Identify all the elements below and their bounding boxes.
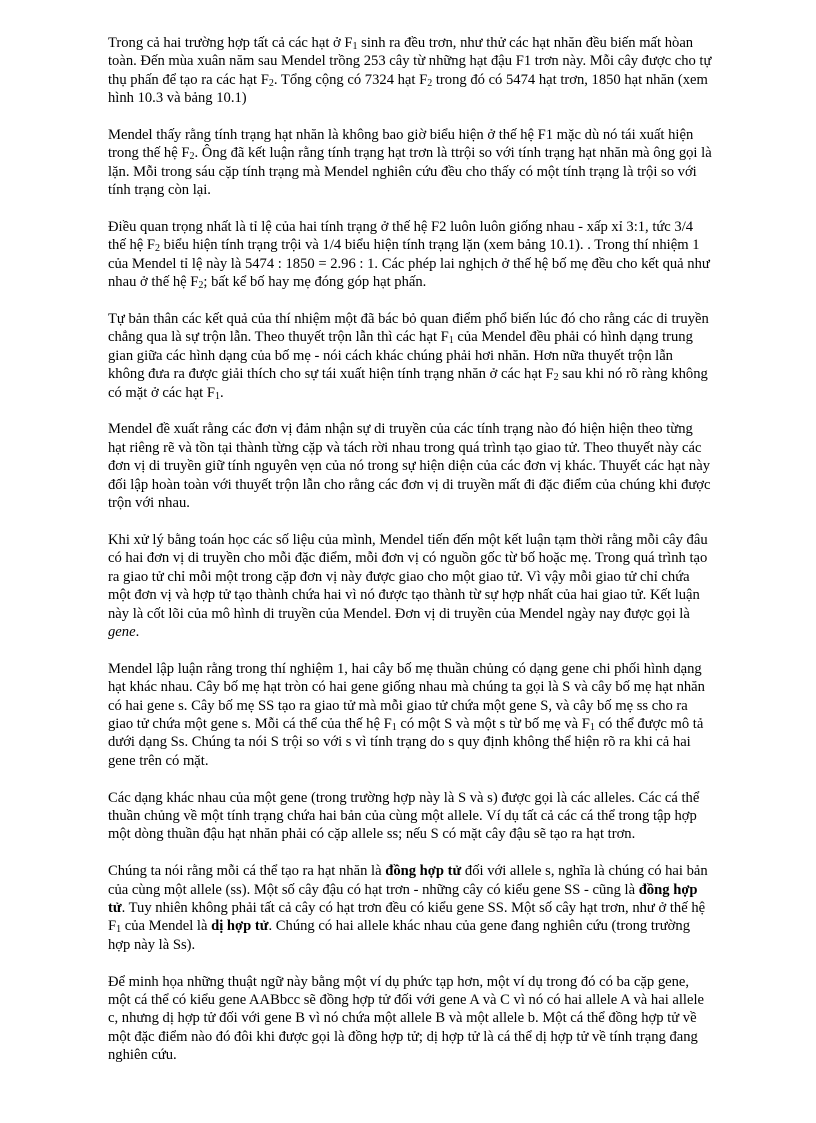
text-run: Mendel thấy rằng tính trạng hạt nhăn là không bao giờ biểu hiện ở thế hệ F1 mặc dù nó tái xuất hiện trong thế hệ F [108,127,694,162]
text-run: của Mendel là [121,918,212,935]
text-run: Các dạng khác nhau của một gene (trong trường hợp này là S và s) được gọi là các alleles. Các cá thể thuần chủng về một tính trạng chứa hai bản của cùng một allele. Ví dụ tất cả các cá thể trong tập hợp một dòng thuần đậu hạt nhăn phải có cặp allele ss; nếu S có mặt cây đậu sẽ tạo ra hạt trơn. [108,789,700,843]
paragraph-p8 [108,789,713,844]
text-run: Chúng ta nói rằng mỗi cá thể tạo ra hạt nhăn là [108,863,386,880]
paragraph-p4 [108,310,713,402]
text-run: . [135,623,140,640]
bold-term: đồng hợp tử [385,863,462,880]
text-run: biểu hiện tính trạng trội và 1/4 biểu hiện tính trạng lặn (xem bảng 10.1). . Trong thí nhiệm 1 của Mendel tỉ lệ này là 5474 : 1850 = 2.96 : 1. Các phép lai nghịch ở thế hệ bố mẹ đều cho kết quả như nhau ở thế hệ F [108,237,710,291]
text-run: Mendel lập luận rằng trong thí nghiệm 1, hai cây bố mẹ thuần chủng có dạng gene chi phối hình dạng hạt khác nhau. Cây bố mẹ hạt tròn có hai gene giống nhau mà chúng ta gọi là S và cây bố mẹ hạt nhăn có hai gene s. Cây bố mẹ SS tạo ra giao tử mà mỗi giao tử chứa một gene S, và cây bố mẹ ss cho ra giao tử chứa một gene s. Mỗi cá thể của thế hệ F [108,660,705,732]
text-run: Điều quan trọng nhất là tỉ lệ của hai tính trạng ở thế hệ F2 luôn luôn giống nhau - xấp xỉ 3:1, tức 3/4 thế hệ F [108,219,694,254]
paragraph-p1 [108,34,713,108]
subscript: 1 [116,924,122,936]
text-run: . Tuy nhiên không phải tất cả cây có hạt trơn đều có kiểu gene SS. Một số cây hạt trơn, như ở thế hệ F [108,899,706,935]
subscript: 2 [155,243,161,255]
text-run: Trong cả hai trường hợp tất cả các hạt ở F [108,35,353,51]
text-run: . Chúng có hai allele khác nhau của gene đang nghiên cứu (trong trường hợp này là Ss). [108,918,690,953]
subscript: 2 [553,372,559,384]
paragraph-p5 [108,420,713,512]
document-page [108,34,713,1083]
subscript: 2 [427,77,433,89]
text-run: Để minh họa những thuật ngữ này bằng một ví dụ phức tạp hơn, một ví dụ trong đó có ba cặp gene, một cá thể có kiểu gene AABbcc sẽ đồng hợp tử đối với gene A và C vì nó có hai allele A và hai allele c, nhưng dị hợp tử đối với gene B vì nó chứa một allele B và một allele b. Một cá thể đồng hợp tử về một đặc điểm nào đó đôi khi được gọi là đồng hợp tử; dị hợp tử là cá thể dị hợp tử về tính trạng đang nghiên cứu. [108,973,704,1064]
text-run: của Mendel đều phải có hình dạng trung gian giữa các hình dạng của bố mẹ - nói cách khác chúng phải hơi nhăn. Hơn nữa thuyết trộn lẫn không đưa ra được giải thích cho sự tái xuất hiện tính trạng nhăn ở các hạt F [108,329,693,383]
text-run: sinh ra đều trơn, như thử các hạt nhăn đều biến mất hòan toàn. Đến mùa xuân năm sau Mendel trồng 253 cây từ những hạt đậu F1 trơn này. Mỗi cây được cho tự thụ phấn để tạo ra các hạt F [108,35,712,88]
subscript: 2 [268,77,274,89]
paragraph-p6 [108,531,713,641]
paragraph-p2 [108,126,713,200]
text-run: Tự bản thân các kết quả của thí nhiệm một đã bác bỏ quan điểm phổ biến lúc đó cho rằng các di truyền chẳng qua là sự trộn lẫn. Theo thuyết trộn lẫn thì các hạt F [108,311,709,346]
text-run: . Ông đã kết luận rằng tính trạng hạt trơn là ttrội so với tính trạng hạt nhăn mà ông gọi là lặn. Mỗi trong sáu cặp tính trạng mà Mendel nghiên cứu đều cho thấy có một tính trạng là trội so với tính trạng còn lại. [108,145,712,199]
text-run: đối với allele s, nghĩa là chúng có hai bản của cùng một allele (ss). Một số cây đậu có hạt trơn - những cây có kiểu gene SS - cũng là [108,863,708,898]
subscript: 1 [352,41,358,52]
subscript: 1 [215,390,220,402]
text-run: ; bất kể bố hay mẹ đóng góp hạt phấn. [203,274,427,291]
paragraph-p3 [108,218,713,292]
text-run: sau khi nó rõ ràng không có mặt ở các hạt F [108,366,708,401]
paragraph-p7 [108,660,713,770]
subscript: 1 [589,721,595,733]
bold-term: dị hợp tử [211,918,269,935]
paragraph-p10 [108,973,713,1065]
paragraph-p9 [108,862,713,954]
text-run: . Tổng cộng có 7324 hạt F [273,71,428,88]
subscript: 1 [391,721,397,733]
subscript: 1 [448,335,454,347]
subscript: 2 [198,280,204,292]
italic-term: gene [108,623,136,640]
text-run: có thể được mô tả dưới dạng Ss. Chúng ta nói S trội so với s vì tính trạng do s quy định không thể hiện rõ ra khi cả hai gene trên có mặt. [108,715,704,769]
text-run: có một S và một s từ bố mẹ và F [396,715,590,732]
text-run: Khi xử lý bằng toán học các số liệu của mình, Mendel tiến đến một kết luận tạm thời rằng mỗi cây đâu có hai đơn vị di truyền cho mỗi đặc điểm, mỗi đơn vị có nguồn gốc từ bố hoặc mẹ. Trong quá trình tạo ra giao tử chỉ mỗi một trong cặp đơn vị này được giao cho một giao tử. Vì vậy mỗi giao tử chỉ chứa một đơn vị và hợp tử tạo thành chứa hai vì nó được tạo thành từ sự hợp nhất của hai giao tử. Kết luận này là cốt lõi của mô hình di truyền của Mendel. Đơn vị di truyền của Mendel ngày nay được gọi là [108,531,708,622]
bold-term: đồng hợp tử [108,881,698,916]
text-run: . [220,384,224,401]
text-run: trong đó có 5474 hạt trơn, 1850 hạt nhăn (xem hình 10.3 và bảng 10.1) [108,71,708,107]
subscript: 2 [189,151,195,163]
text-run: Mendel đề xuất rằng các đơn vị đảm nhận sự di truyền của các tính trạng nào đó hiện hiện theo từng hạt riêng rẽ và tồn tại thành từng cặp và tách rời nhau trong quá trình tạo giao tử. Theo thuyết này các đơn vị di truyền giữ tính nguyên vẹn của nó trong sự hiện diện của các đơn vị khác. Thuyết các hạt này đối lập hoàn toàn với thuyết trộn lẫn cho rằng các đơn vị di truyền mất đi đặc điểm của chúng khi được trộn với nhau. [108,421,711,512]
